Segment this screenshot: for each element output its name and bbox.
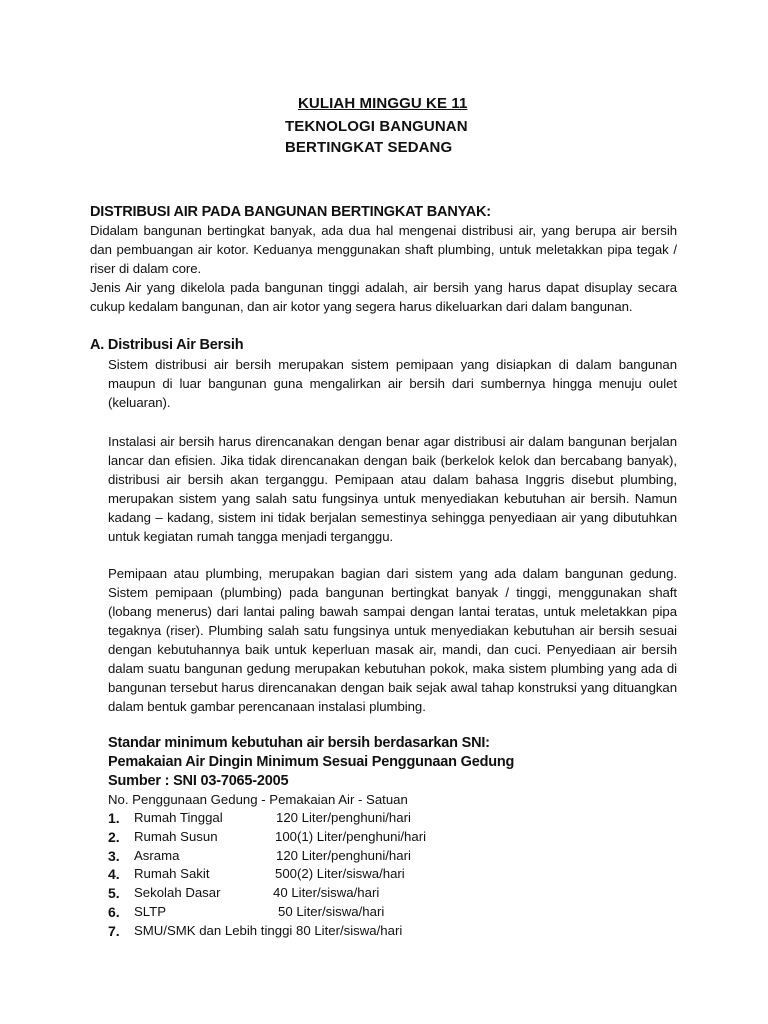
- list-item-building: Rumah Sakit: [134, 866, 210, 882]
- standard-heading-2: Pemakaian Air Dingin Minimum Sesuai Penggunaan Gedung: [108, 754, 515, 770]
- intro-paragraph-part-1: Didalam bangunan bertingkat banyak, ada dua hal mengenai distribusi air, yang berupa air bersih dan pembuangan air kotor. Keduanya menggunakan shaft plumbing, untuk meletakkan pipa tegak / riser di dalam core.: [90, 223, 677, 276]
- list-item-number: 6.: [108, 903, 120, 920]
- list-item-number: 3.: [108, 847, 120, 864]
- list-item: [108, 810, 508, 829]
- list-item-building: SLTP: [134, 903, 167, 919]
- list-item-number: 1.: [108, 810, 120, 826]
- list-item-usage: 120 Liter/penghuni/hari: [276, 847, 411, 863]
- list-item: [108, 866, 508, 885]
- document-title-line-3: BERTINGKAT SEDANG: [285, 139, 453, 156]
- section-heading: DISTRIBUSI AIR PADA BANGUNAN BERTINGKAT BANYAK:: [90, 204, 491, 220]
- list-item-building: SMU/SMK dan Lebih tinggi: [134, 922, 293, 938]
- list-item-building: Rumah Susun: [134, 828, 218, 844]
- section-a-heading: A. Distribusi Air Bersih: [90, 337, 244, 353]
- list-item-usage: 80 Liter/siswa/hari: [296, 922, 403, 938]
- list-item-usage: 500(2) Liter/siswa/hari: [275, 866, 405, 882]
- list-item-building: Rumah Tinggal: [134, 810, 223, 825]
- intro-paragraph: [90, 221, 677, 316]
- standard-column-header: No. Penggunaan Gedung - Pemakaian Air - Satuan: [108, 792, 408, 807]
- list-item: [108, 848, 508, 867]
- section-a-paragraph-1: Sistem distribusi air bersih merupakan sistem pemipaan yang disiapkan di dalam bangunan maupun di luar bangunan guna mengalirkan air bersih dari sumbernya hingga menuju oulet (keluaran).: [108, 357, 677, 410]
- standard-heading-1: Standar minimum kebutuhan air bersih berdasarkan SNI:: [108, 735, 490, 751]
- intro-paragraph-part-2: Jenis Air yang dikelola pada bangunan tinggi adalah, air bersih yang harus dapat disuplay secara cukup kedalam bangunan, dan air kotor yang segera harus dikeluarkan dari dalam bangunan.: [90, 280, 677, 314]
- standard-list: [108, 810, 508, 942]
- list-item: [108, 829, 508, 848]
- list-item: [108, 923, 508, 942]
- list-item-number: 4.: [108, 866, 120, 883]
- document-title-line-1: KULIAH MINGGU KE 11: [298, 95, 468, 112]
- list-item-building: Sekolah Dasar: [134, 885, 221, 901]
- document-title-line-2: TEKNOLOGI BANGUNAN: [285, 118, 468, 135]
- list-item-usage: 100(1) Liter/penghuni/hari: [275, 828, 427, 844]
- list-item: [108, 904, 508, 923]
- section-a-paragraph-2: Instalasi air bersih harus direncanakan dengan benar agar distribusi air dalam bangunan berjalan lancar dan efisien. Jika tidak direncanakan dengan baik (berkelok kelok dan bercabang banyak), distribusi air bersih akan terganggu. Pemipaan atau dalam bahasa Inggris disebut plumbing, merupakan sistem yang salah satu fungsinya untuk menyediakan kebutuhan air bersih. Namun kadang – kadang, sistem ini tidak berjalan semestinya sehingga penyediaan air yang dibutuhkan untuk kegiatan rumah tangga menjadi terganggu.: [108, 434, 677, 544]
- list-item: [108, 885, 508, 904]
- list-item-usage: 120 Liter/penghuni/hari: [276, 810, 411, 825]
- list-item-building: Asrama: [134, 847, 180, 863]
- list-item-usage: 50 Liter/siswa/hari: [278, 903, 385, 919]
- section-a-paragraph-3: Pemipaan atau plumbing, merupakan bagian dari sistem yang ada dalam bangunan gedung. Sistem pemipaan (plumbing) pada bangunan bertingkat banyak / tinggi, menggunakan shaft (lobang menerus) dari lantai paling bawah sampai dengan lantai teratas, untuk meletakkan pipa tegaknya (riser). Plumbing salah satu fungsinya untuk menyediakan kebutuhan air bersih sesuai dengan kebutuhannya baik untuk keperluan masak air, mandi, dan cuci. Penyediaan air bersih dalam suatu bangunan gedung merupakan kebutuhan pokok, maka sistem plumbing yang ada di bangunan tersebut harus direncanakan dengan baik sejak awal tahap konstruksi yang dituangkan dalam bentuk gambar perencanaan instalasi plumbing.: [108, 566, 677, 714]
- list-item-number: 7.: [108, 922, 120, 939]
- list-item-number: 5.: [108, 885, 120, 902]
- list-item-number: 2.: [108, 828, 120, 845]
- list-item-usage: 40 Liter/siswa/hari: [273, 885, 380, 901]
- standard-heading-3: Sumber : SNI 03-7065-2005: [108, 773, 289, 789]
